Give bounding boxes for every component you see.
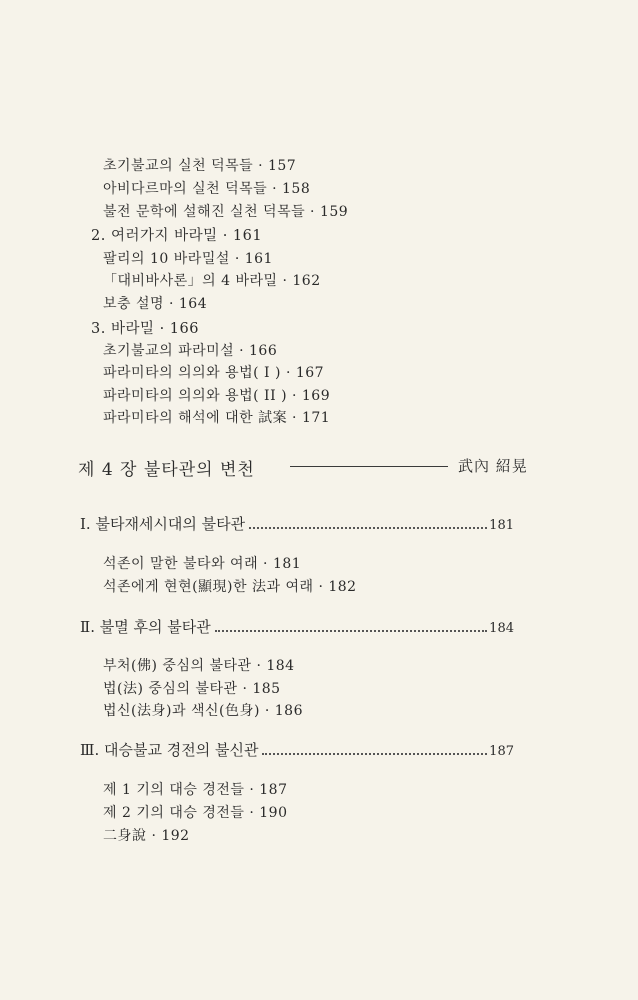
chapter-title: 제 4 장 불타관의 변천 (78, 460, 255, 480)
toc-subheading: 3. 바라밀 · 166 (91, 321, 199, 337)
toc-section (80, 616, 514, 637)
toc-entry: 초기불교의 실천 덕목들 · 157 (103, 158, 297, 174)
chapter-rule (290, 466, 448, 467)
toc-entry: 법신(法身)과 색신(色身) · 186 (103, 703, 303, 719)
toc-entry: 석존이 말한 불타와 여래 · 181 (103, 556, 302, 572)
dot-leader (215, 630, 487, 632)
chapter-author: 武內 紹晃 (458, 457, 528, 475)
toc-subheading: 2. 여러가지 바라밀 · 161 (91, 228, 263, 244)
toc-entry: 아비다르마의 실천 덕목들 · 158 (103, 181, 311, 197)
toc-entry: 二身說 · 192 (103, 828, 190, 844)
toc-section (80, 739, 514, 760)
toc-entry: 파라미타의 의의와 용법( I ) · 167 (103, 365, 325, 381)
toc-entry: 법(法) 중심의 불타관 · 185 (103, 681, 281, 697)
section-title: Ⅲ. 대승불교 경전의 불신관 (80, 741, 259, 759)
dot-leader (262, 753, 487, 755)
toc-entry: 팔리의 10 바라밀설 · 161 (103, 251, 273, 267)
toc-entry: 불전 문학에 설해진 실천 덕목들 · 159 (103, 204, 349, 220)
section-page: 187 (489, 744, 514, 759)
toc-entry: 보충 설명 · 164 (103, 296, 208, 312)
section-title: Ⅱ. 불멸 후의 불타관 (80, 618, 211, 636)
toc-section (80, 513, 514, 534)
section-page: 184 (489, 621, 514, 636)
toc-entry: 「대비바사론」의 4 바라밀 · 162 (103, 273, 321, 289)
toc-entry: 파라미타의 해석에 대한 試案 · 171 (103, 410, 331, 426)
toc-entry: 제 1 기의 대승 경전들 · 187 (103, 782, 288, 798)
toc-entry: 파라미타의 의의와 용법( II ) · 169 (103, 388, 331, 404)
section-page: 181 (489, 518, 514, 533)
toc-entry: 석존에게 현현(顯現)한 法과 여래 · 182 (103, 579, 357, 595)
toc-entry: 부처(佛) 중심의 불타관 · 184 (103, 658, 295, 674)
toc-entry: 초기불교의 파라미설 · 166 (103, 343, 278, 359)
dot-leader (249, 527, 487, 529)
toc-entry: 제 2 기의 대승 경전들 · 190 (103, 805, 288, 821)
section-title: Ⅰ. 불타재세시대의 불타관 (80, 515, 246, 533)
